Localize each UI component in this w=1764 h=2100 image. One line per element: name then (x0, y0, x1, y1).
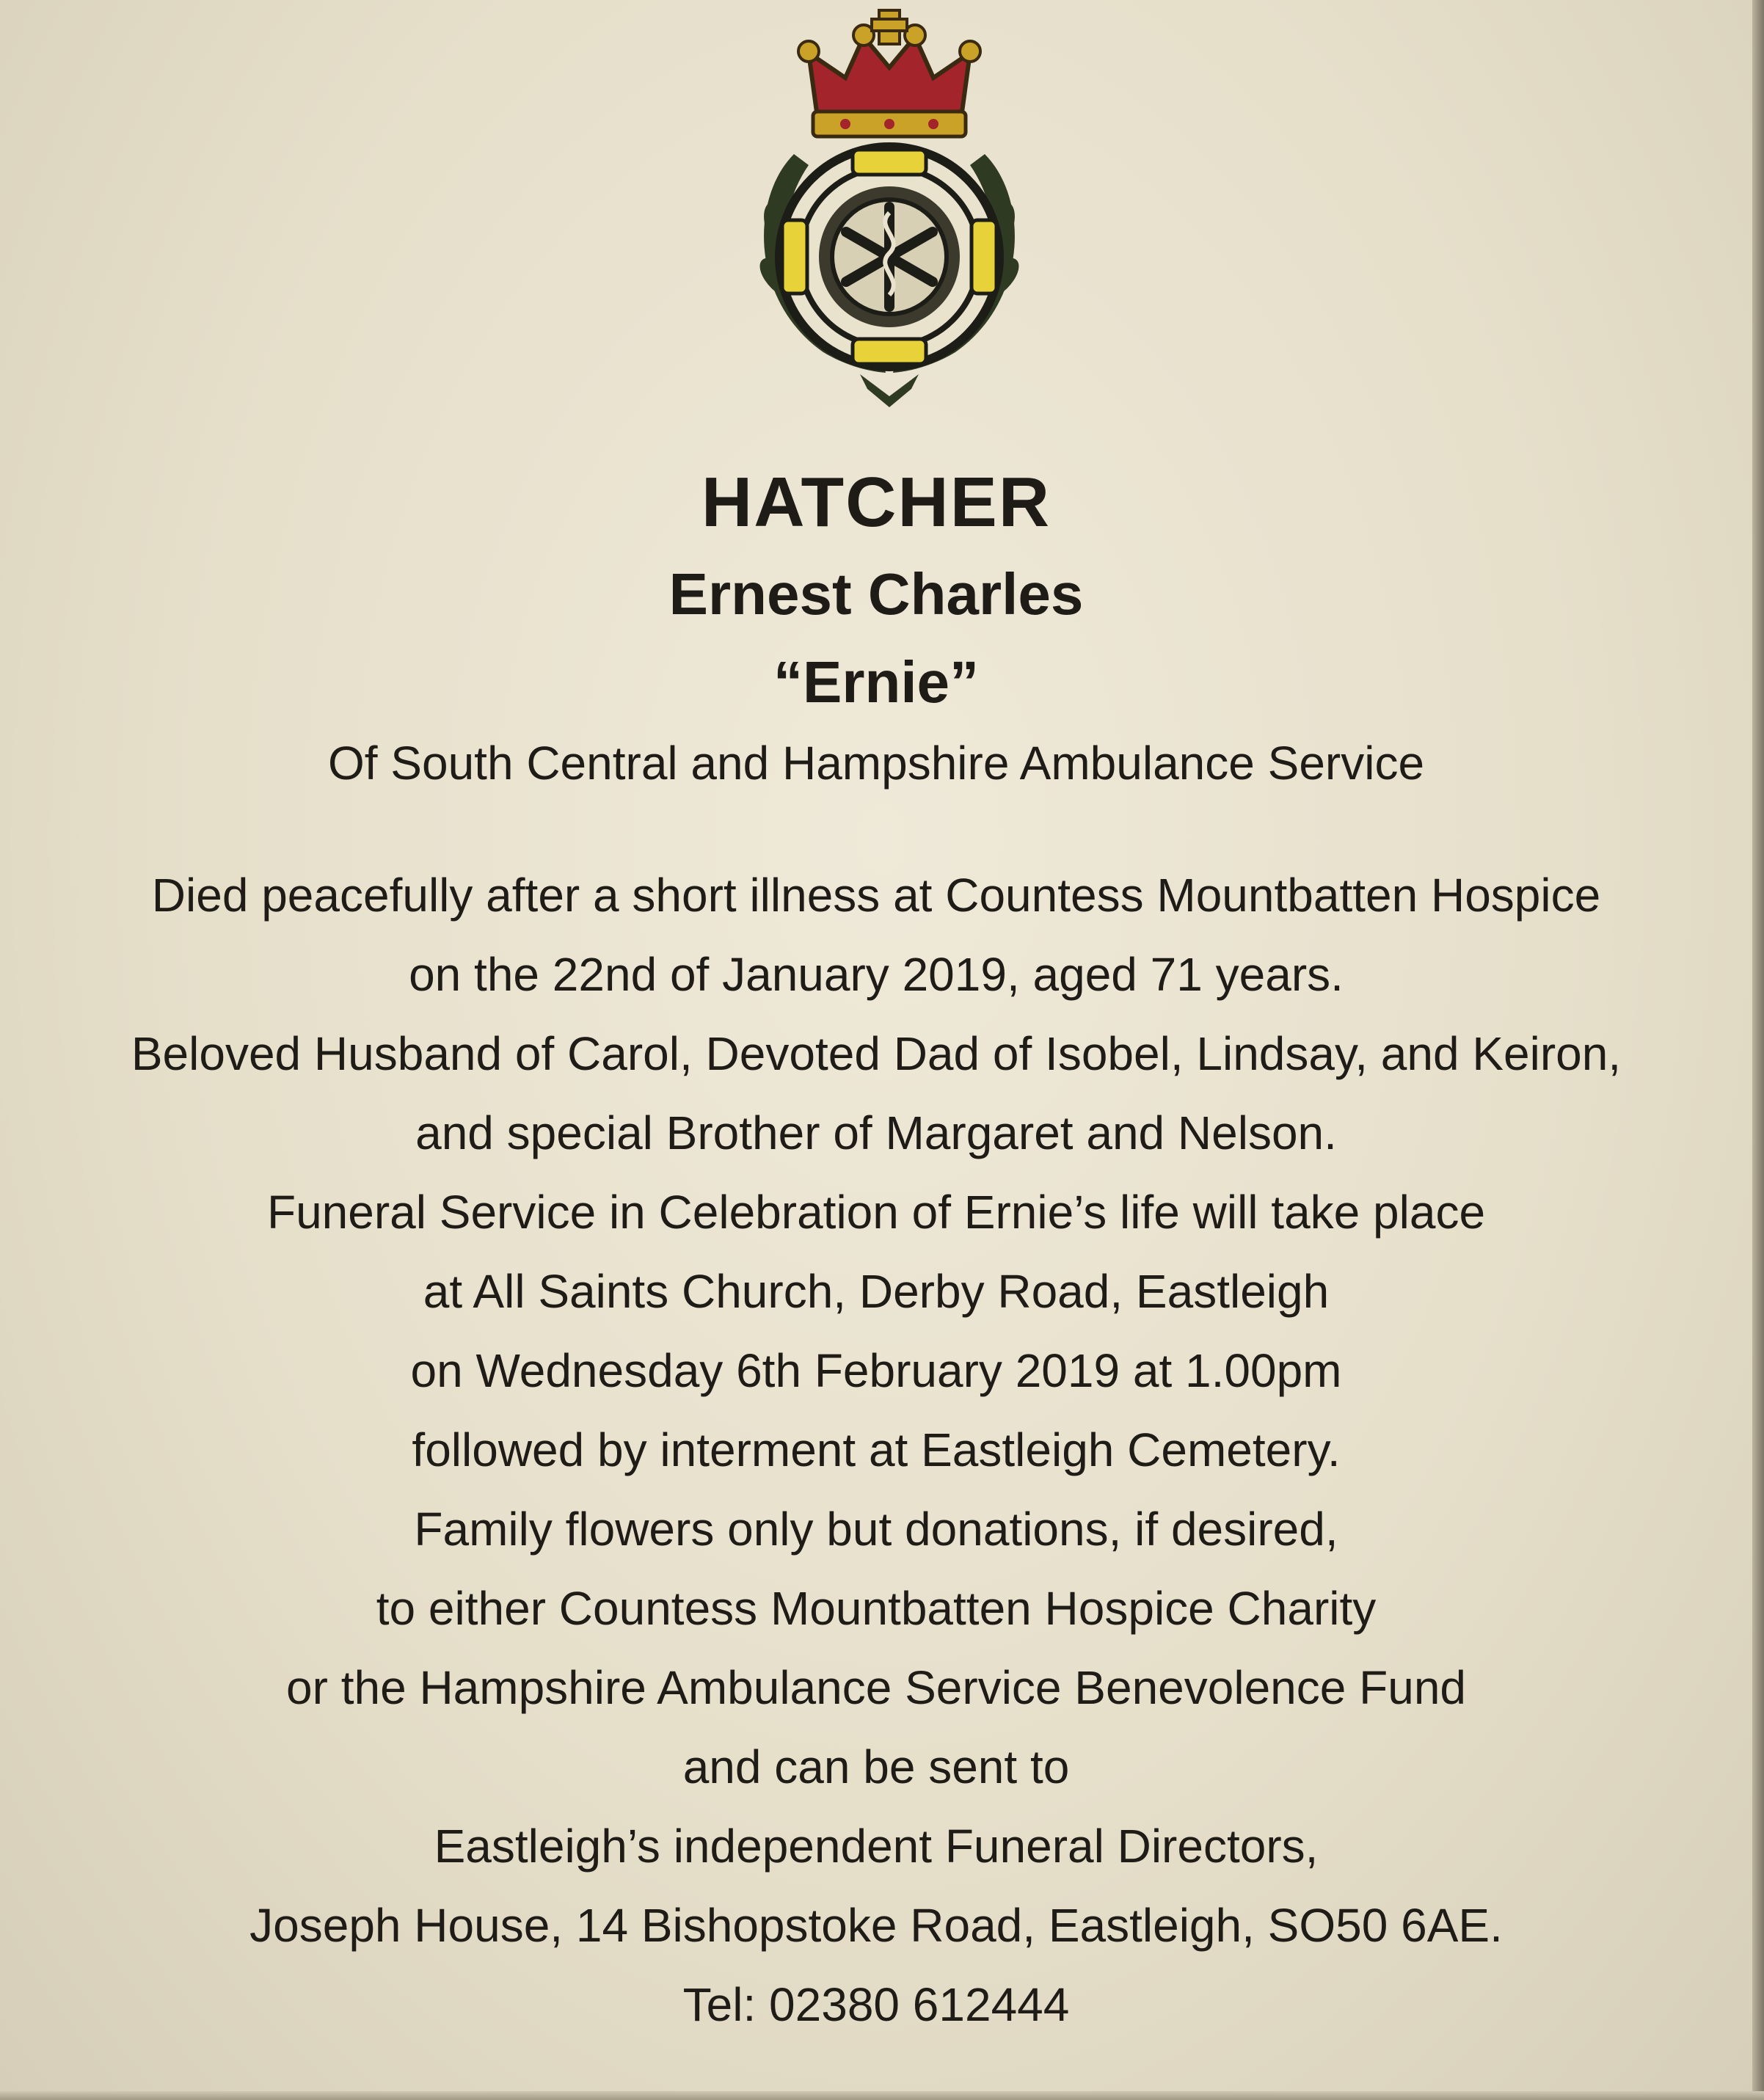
notice-surname: HATCHER (701, 463, 1052, 542)
notice-line: on the 22nd of January 2019, aged 71 years. (409, 948, 1344, 1001)
notice-given-names: Ernest Charles (668, 561, 1084, 627)
notice-line: Eastleigh’s independent Funeral Directors, (434, 1820, 1319, 1873)
notice-line: and can be sent to (682, 1740, 1070, 1793)
notice-line: Beloved Husband of Carol, Devoted Dad of Isobel, Lindsay, and Keiron, (131, 1027, 1622, 1080)
page-edge-shadow (1752, 0, 1764, 2100)
notice-line: on Wednesday 6th February 2019 at 1.00pm (410, 1344, 1342, 1397)
notice-affiliation: Of South Central and Hampshire Ambulance Service (327, 737, 1425, 790)
notice-line: Funeral Service in Celebration of Ernie’s life will take place (266, 1186, 1486, 1239)
notice-line: to either Countess Mountbatten Hospice Charity (376, 1582, 1377, 1635)
notice-line: followed by interment at Eastleigh Cemetery. (412, 1423, 1341, 1476)
death-notice (0, 455, 1752, 2044)
page-bottom-edge (0, 2091, 1764, 2100)
notice-line: Family flowers only but donations, if desired, (414, 1503, 1338, 1556)
notice-line: at All Saints Church, Derby Road, Eastleigh (423, 1265, 1330, 1318)
notice-line: and special Brother of Margaret and Nelson. (415, 1106, 1337, 1159)
notice-line: Died peacefully after a short illness at Countess Mountbatten Hospice (151, 869, 1601, 922)
ambulance-service-crest-icon (735, 7, 1043, 411)
crown-icon (798, 10, 980, 136)
notice-line: Joseph House, 14 Bishopstoke Road, Eastleigh, SO50 6AE. (249, 1899, 1503, 1952)
notice-nickname: “Ernie” (773, 649, 980, 715)
notice-line: or the Hampshire Ambulance Service Benevolence Fund (286, 1661, 1466, 1714)
notice-line: Tel: 02380 612444 (682, 1978, 1070, 2031)
